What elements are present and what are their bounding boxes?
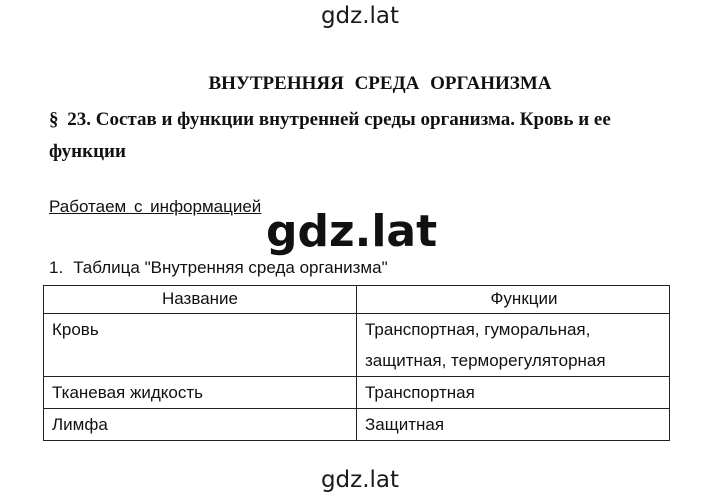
subheading: Работаем с информацией [49, 197, 262, 216]
cell-name: Кровь [44, 314, 357, 377]
cell-name: Лимфа [44, 409, 357, 441]
chapter-title: ВНУТРЕННЯЯ СРЕДА ОРГАНИЗМА [208, 73, 552, 94]
cell-functions [357, 377, 670, 409]
table-row [44, 314, 670, 377]
cell-name: Тканевая жидкость [44, 377, 357, 409]
header-functions: Функции [357, 286, 670, 314]
section-title: Состав и функции внутренней среды организма. Кровь и ее функции [49, 109, 611, 162]
section-number: § 23. [49, 109, 91, 130]
cell-functions-line: Транспортная, гуморальная, [365, 320, 591, 339]
table-row [44, 377, 670, 409]
table-caption-text: Таблица "Внутренняя среда организма" [73, 258, 388, 277]
section-heading [49, 104, 679, 168]
cell-functions [357, 409, 670, 441]
watermark-center: gdz.lat [266, 206, 438, 257]
watermark-bottom: gdz.lat [320, 467, 400, 493]
table-header-row [44, 286, 670, 314]
internal-environment-table [43, 285, 670, 441]
table-number: 1. [49, 258, 64, 277]
table-row [44, 409, 670, 441]
header-name: Название [44, 286, 357, 314]
cell-functions-line: Транспортная [365, 383, 475, 402]
cell-functions-line: защитная, терморегуляторная [365, 351, 606, 370]
cell-functions [357, 314, 670, 377]
cell-functions-line: Защитная [365, 415, 445, 434]
watermark-top: gdz.lat [320, 3, 400, 29]
table-caption [49, 258, 388, 278]
